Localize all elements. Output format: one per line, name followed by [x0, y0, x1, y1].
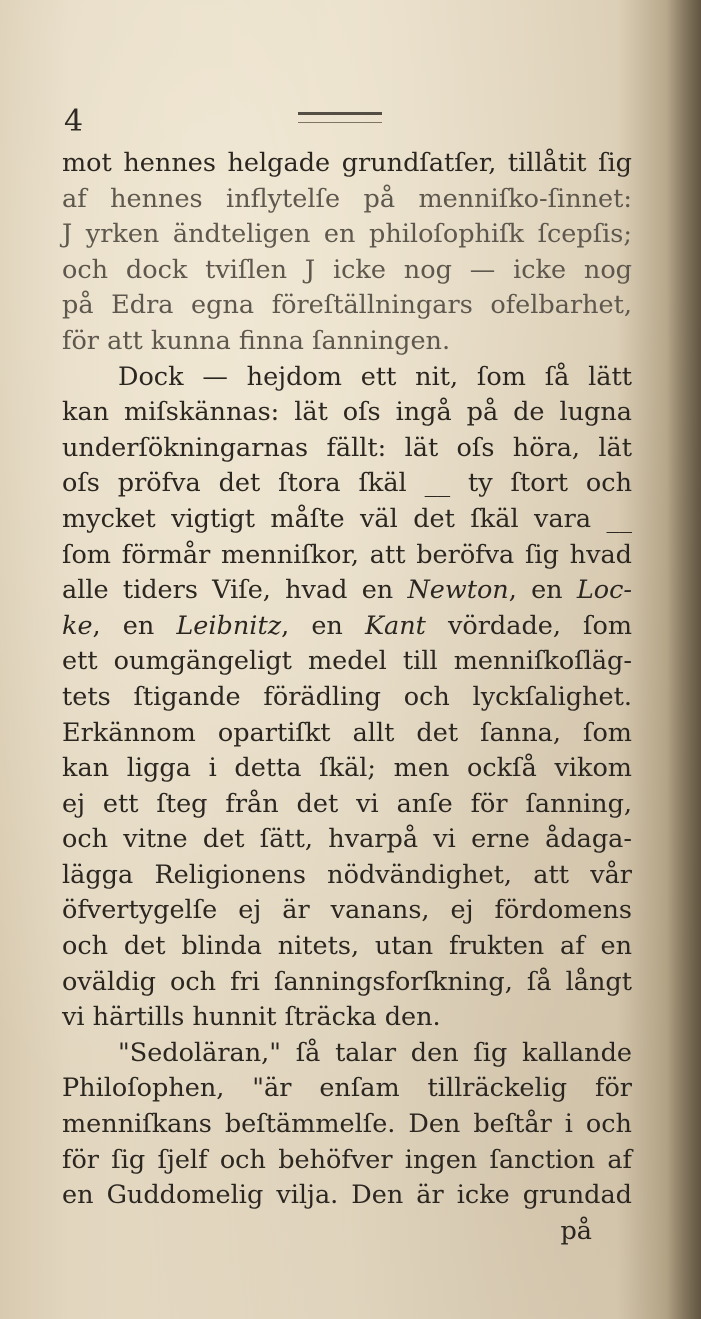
- text-line: Erkännom opartiſkt allt det ſanna, ſom: [62, 717, 632, 748]
- page-edge-shadow: [667, 0, 701, 1319]
- text-line: mycket vigtigt måſte väl det ſkäl vara __: [62, 503, 632, 534]
- text-line: menniſkans beſtämmelſe. Den beſtår i och: [62, 1109, 632, 1140]
- text-line: af hennes inflytelſe på menniſko-ſinnet:: [62, 183, 632, 214]
- text-line: lägga Religionens nödvändighet, att vår: [62, 859, 632, 890]
- text-line: för att kunna finna ſanningen.: [62, 325, 451, 356]
- name-leibnitz: Leibnitz: [176, 610, 282, 641]
- name-locke-part: Loc-: [576, 575, 633, 606]
- text-line: och det blinda nitets, utan frukten af en: [62, 931, 632, 962]
- text-line: oſs pröfva det ſtora ſkäl __ ty ſtort och: [62, 468, 632, 499]
- text-line: kan ligga i detta ſkäl; men ockſå vikom: [62, 753, 632, 784]
- text-line: "Sedoläran," ſå talar den ſig kallande: [118, 1037, 632, 1068]
- text-line: oväldig och fri ſanningsforſkning, ſå långt: [62, 966, 632, 997]
- text-line: [62, 609, 632, 645]
- text-line: mot hennes helgade grundſatſer, tillåtit ſig: [62, 148, 632, 178]
- text-segment: alle tiders Viſe, hvad en: [62, 575, 394, 606]
- text-line: [62, 573, 632, 609]
- text-segment: , en: [281, 610, 343, 641]
- text-segment: , en: [508, 575, 563, 606]
- text-segment: , en: [92, 610, 155, 641]
- name-newton: Newton: [407, 575, 509, 606]
- text-line: ett oumgängeligt medel till menniſkoſläg-: [62, 646, 632, 677]
- text-line: för ſig ſjelf och behöfver ingen ſanction af: [62, 1144, 632, 1175]
- text-line: ej ett ſteg från det vi anſe för ſanning,: [62, 788, 632, 819]
- text-line: underſökningarnas fällt: lät oſs höra, lät: [62, 432, 632, 463]
- text-line: och dock tviſlen J icke nog — icke nog: [62, 254, 632, 285]
- text-line: tets ſtigande förädling och lyckſalighet.: [62, 681, 632, 712]
- text-line: J yrken ändteligen en philoſophiſk ſcepſis;: [62, 219, 632, 250]
- text-line: öfvertygelſe ej är vanans, ej fördomens: [62, 895, 632, 926]
- text-line: Philoſophen, "är enſam tillräckelig för: [62, 1073, 632, 1104]
- name-locke-end: ke: [62, 610, 93, 641]
- header-ornament-rule: [298, 112, 382, 123]
- text-line: Dock — hejdom ett nit, ſom ſå lätt: [118, 361, 632, 392]
- text-line: vi härtills hunnit ſträcka den.: [62, 1002, 441, 1033]
- body-text: [62, 146, 632, 1249]
- text-line: ſom förmår menniſkor, att beröfva ſig hvad: [62, 539, 632, 570]
- text-line: kan miſskännas: lät oſs ingå på de lugna: [62, 397, 632, 428]
- catchword: på: [560, 1215, 592, 1246]
- page-number: 4: [64, 104, 84, 139]
- text-segment: vördade, ſom: [447, 610, 633, 641]
- name-kant: Kant: [364, 610, 426, 641]
- text-line: och vitne det ſätt, hvarpå vi erne ådaga-: [62, 824, 632, 855]
- text-line: på Edra egna föreſtällningars ofelbarhet,: [62, 290, 632, 321]
- text-line: en Guddomelig vilja. Den är icke grundad: [62, 1180, 632, 1211]
